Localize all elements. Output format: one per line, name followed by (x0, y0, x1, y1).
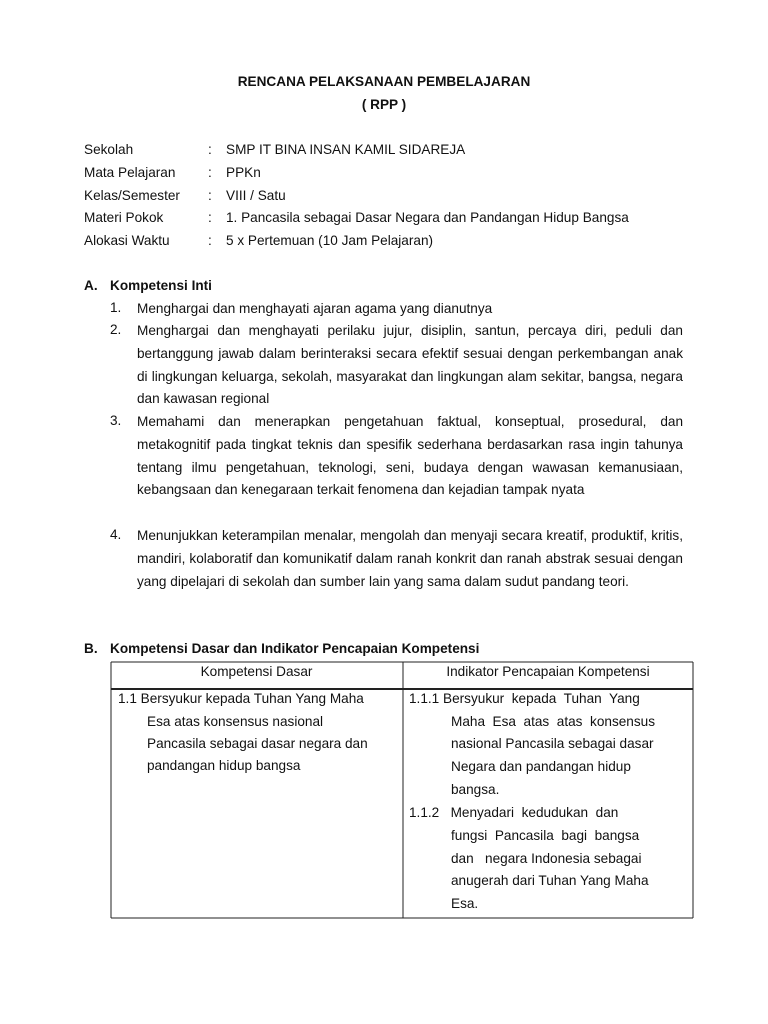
info-colon: : (208, 142, 212, 157)
competency-table (110, 661, 694, 919)
info-value: PPKn (226, 165, 261, 180)
indicator-line: anugerah dari Tuhan Yang Maha (451, 873, 649, 888)
indicator-line: nasional Pancasila sebagai dasar (451, 736, 654, 751)
item-number: 4. (110, 527, 122, 542)
info-value: 1. Pancasila sebagai Dasar Negara dan Pandangan Hidup Bangsa (226, 210, 629, 225)
table-header-indicator: Indikator Pencapaian Kompetensi (446, 664, 650, 679)
indicator-line: 1.1.2 Menyadari kedudukan dan (409, 805, 619, 820)
indicator-line: 1.1.1 Bersyukur kepada Tuhan Yang (409, 691, 640, 706)
section-title: Kompetensi Inti (110, 278, 212, 293)
item-text: Menghargai dan menghayati ajaran agama yang dianutnya (137, 301, 493, 316)
kd-line: 1.1 Bersyukur kepada Tuhan Yang Maha (118, 691, 364, 706)
info-colon: : (208, 188, 212, 203)
section-letter: A. (84, 278, 98, 293)
indicator-line: Maha Esa atas atas konsensus (451, 714, 656, 729)
info-value: 5 x Pertemuan (10 Jam Pelajaran) (226, 233, 434, 248)
section-a-heading (84, 278, 212, 293)
indicator-line: dan negara Indonesia sebagai (451, 851, 642, 866)
info-colon: : (208, 165, 212, 180)
list-item (110, 525, 683, 593)
indicator-line: Esa. (451, 896, 479, 911)
section-letter: B. (84, 641, 98, 656)
indicator-line: bangsa. (451, 782, 500, 797)
info-colon: : (208, 233, 212, 248)
list-item (110, 320, 683, 411)
kd-line: pandangan hidup bangsa (147, 758, 301, 773)
item-number: 2. (110, 322, 122, 337)
table-header-kd: Kompetensi Dasar (200, 664, 313, 679)
kd-line: Esa atas konsensus nasional (147, 714, 324, 729)
info-value: VIII / Satu (226, 188, 286, 203)
kd-line: Pancasila sebagai dasar negara dan (147, 736, 368, 751)
list-item (110, 411, 683, 502)
info-label: Mata Pelajaran (84, 165, 176, 180)
item-text: Menghargai dan menghayati perilaku jujur, disiplin, santun, percaya diri, peduli dan bertanggung jawab dalam berinteraksi secara efektif sesuai dengan perkembangan anak di lingkungan keluarga, sekolah, masyarakat dan lingkungan alam sekitar, bangsa, negara dan kawasan regional (137, 323, 683, 407)
section-title: Kompetensi Dasar dan Indikator Pencapaian Kompetensi (110, 641, 480, 656)
indicator-line: fungsi Pancasila bagi bangsa (451, 828, 640, 843)
info-label: Materi Pokok (84, 210, 164, 225)
list-item (110, 298, 683, 321)
item-number: 1. (110, 300, 122, 315)
document-subtitle: ( RPP ) (361, 97, 407, 112)
info-label: Sekolah (84, 142, 134, 157)
item-text: Memahami dan menerapkan pengetahuan faktual, konseptual, prosedural, dan metakognitif pada tingkat teknis dan spesifik sederhana berdasarkan rasa ingin tahunya tentang ilmu pengetahuan, teknologi, seni, budaya dengan wawasan kemanusiaan, kebangsaan dan kenegaraan terkait fenomena dan kejadian tampak nyata (137, 414, 683, 498)
document-title: RENCANA PELAKSANAAN PEMBELAJARAN (237, 74, 531, 89)
info-value: SMP IT BINA INSAN KAMIL SIDAREJA (226, 142, 466, 157)
item-text: Menunjukkan keterampilan menalar, mengolah dan menyaji secara kreatif, produktif, kritis, mandiri, kolaboratif dan komunikatif dalam ranah konkrit dan ranah abstrak sesuai dengan yang dipelajari di sekolah dan sumber lain yang sama dalam sudut pandang teori. (137, 528, 683, 589)
section-b-heading (84, 641, 479, 656)
indicator-line: Negara dan pandangan hidup (451, 759, 631, 774)
info-label: Kelas/Semester (84, 188, 180, 203)
item-number: 3. (110, 413, 122, 428)
info-colon: : (208, 210, 212, 225)
info-label: Alokasi Waktu (84, 233, 170, 248)
